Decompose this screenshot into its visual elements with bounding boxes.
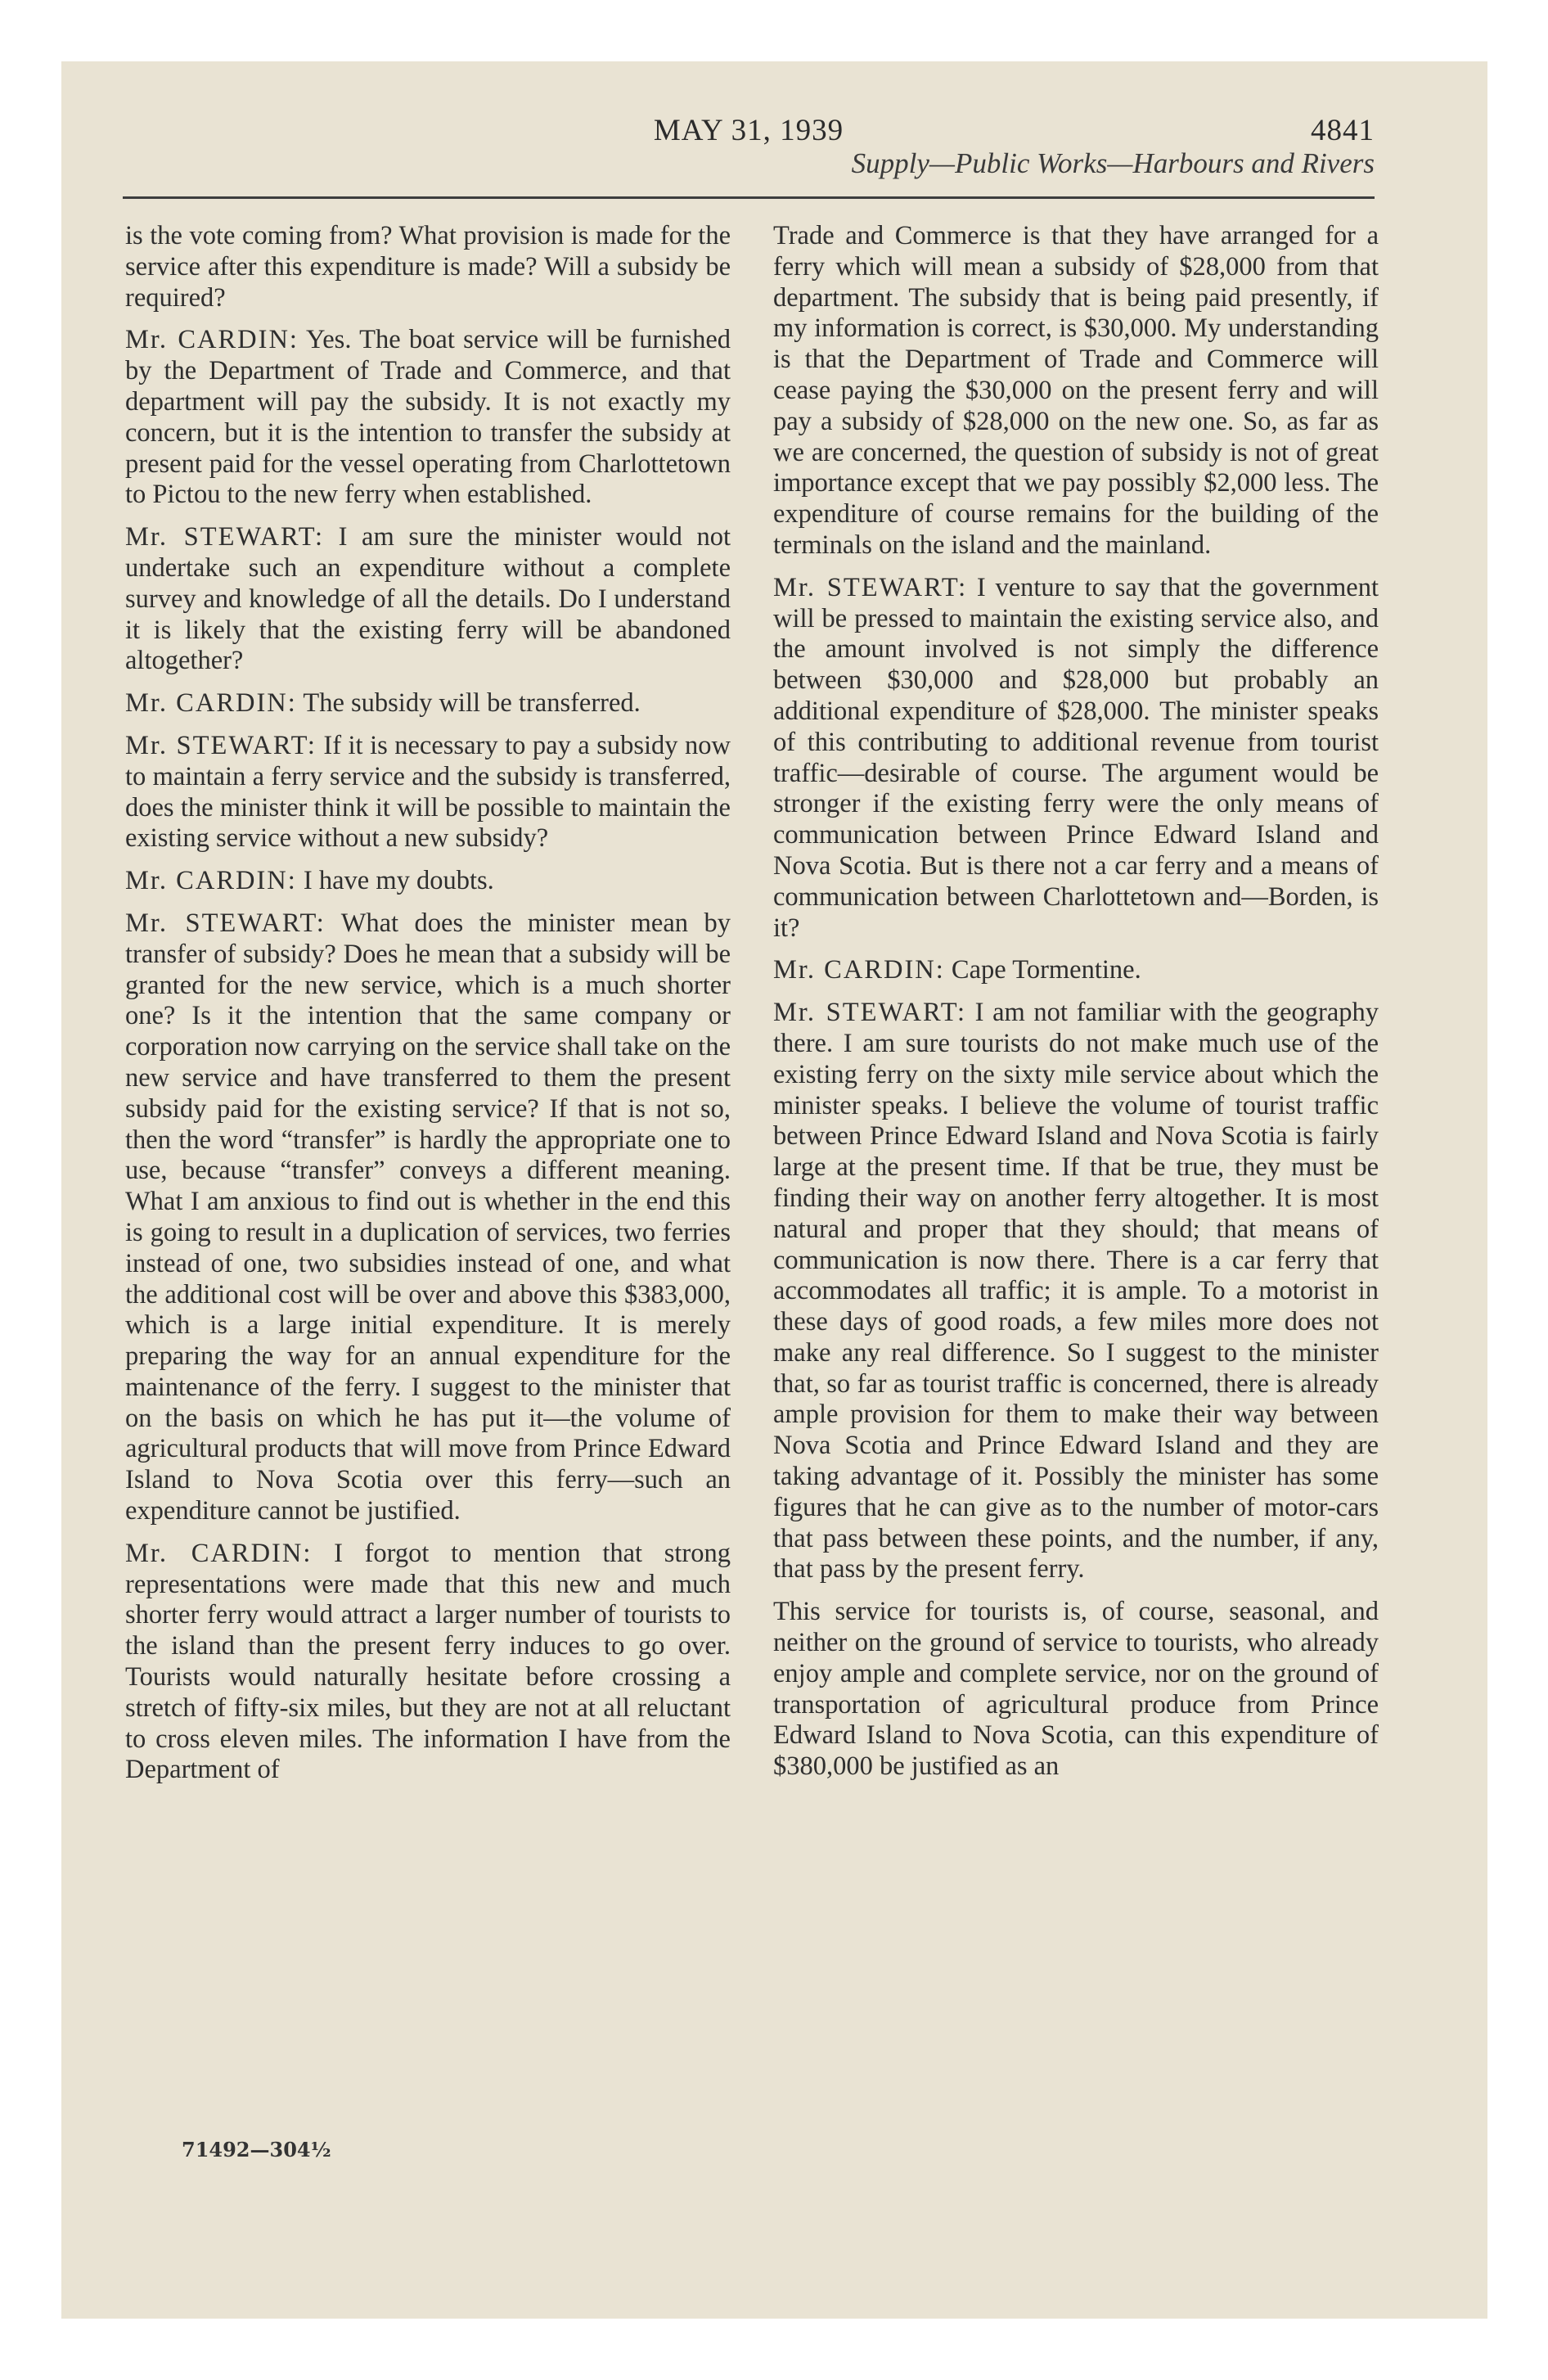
page-header (123, 113, 1375, 203)
paragraph-text: Trade and Commerce is that they have arranged for a ferry which will mean a subsidy of $28,000 from that department. The subsidy that is being paid presently, if my information is correct, is $30,000. My understanding is that the Department of Trade and Commerce will cease paying the $30,000 on the present ferry and will pay a subsidy of $28,000 on the new one. So, as far as we are concerned, the question of subsidy is not of great importance except that we pay possibly $2,000 less. The expenditure of course remains for the building of the terminals on the island and the mainland. (773, 221, 1379, 560)
speaker-name: Mr. STEWART: (125, 730, 317, 760)
paragraph-text: I venture to say that the government will be pressed to maintain the existing service also, and the amount involved is not simply the difference between $30,000 and $28,000 but probably an additional expenditure of $28,000. The minister speaks of this contributing to additional revenue from tourist traffic—desirable of course. The argument would be stronger if the existing ferry were the only means of communication between Prince Edward Island and Nova Scotia. But is there not a car ferry and a means of communication between Charlottetown and—Borden, is it? (773, 572, 1379, 943)
paragraph-text: is the vote coming from? What provision is made for the service after this expenditure is made? Will a subsidy be required? (125, 221, 731, 313)
paragraph-text: The subsidy will be transferred. (303, 688, 641, 719)
paragraph (125, 866, 731, 897)
paragraph-text: Cape Tormentine. (951, 955, 1141, 985)
paragraph (773, 573, 1379, 944)
header-rule (123, 196, 1375, 199)
header-subtitle: Supply—Public Works—Harbours and Rivers (851, 147, 1375, 179)
paragraph (125, 731, 731, 854)
speaker-name: Mr. CARDIN: (125, 688, 297, 719)
speaker-name: Mr. CARDIN: (125, 866, 297, 896)
footnote-print-code: 71492—304½ (182, 2138, 331, 2161)
right-column (773, 221, 1379, 1794)
paragraph-text: What does the minister mean by transfer of subsidy? Does he mean that a subsidy will be granted for the new service, which is a much shorter one? Is it the intention that the same company or corporation now carrying on the service shall take on the new service and have transferred to them the present subsidy paid for the existing service? If that is not so, then the word “transfer” is hardly the appropriate one to use, because “transfer” conveys a different meaning. What I am anxious to find out is whether in the end this is going to result in a duplication of services, two ferries instead of one, two subsidies instead of one, and what the additional cost will be over and above this $383,000, which is a large initial expenditure. It is merely preparing the way for an annual expenditure for the maintenance of the ferry. I suggest to the minister that on the basis on which he has put it—the volume of agricultural products that will move from Prince Edward Island to Nova Scotia over this ferry—such an expenditure cannot be justified. (125, 908, 731, 1526)
paragraph (125, 522, 731, 677)
speaker-name: Mr. STEWART: (773, 572, 968, 602)
paragraph-text: I forgot to mention that strong representations were made that this new and much shorter ferry would attract a larger number of tourists to the island than the present ferry induces to go over. Tourists would naturally hesitate before crossing a stretch of fifty-six miles, but they are not at all reluctant to cross eleven miles. The information I have from the Department of (125, 1538, 731, 1785)
left-column (125, 221, 731, 1797)
paragraph-text: If it is necessary to pay a subsidy now to maintain a ferry service and the subsidy is transferred, does the minister think it will be possible to maintain the existing service without a new subsidy? (125, 730, 731, 854)
page-number: 4841 (1311, 114, 1375, 147)
paragraph-text: I am not familiar with the geography there. I am sure tourists do not make much use of the existing ferry on the sixty mile service about which the minister speaks. I believe the volume of tourist traffic between Prince Edward Island and Nova Scotia is fairly large at the present time. If that be true, they must be finding their way on another ferry altogether. It is most natural and proper that they should; that means of communication is now there. There is a car ferry that accommodates all traffic; it is ample. To a motorist in these days of good roads, a few miles more does not make any real difference. So I suggest to the minister that, so far as tourist traffic is concerned, there is already ample provision for them to make their way between Nova Scotia and Prince Edward Island and they are taking advantage of it. Possibly the minister has some figures that he can give as to the number of motor-cars that pass between these points, and the number, if any, that pass by the present ferry. (773, 998, 1379, 1584)
speaker-name: Mr. STEWART: (773, 998, 966, 1028)
paragraph-text: This service for tourists is, of course, seasonal, and neither on the ground of service to tourists, who already enjoy ample and complete service, nor on the ground of transportation of agricultural produce from Prince Edward Island to Nova Scotia, can this expenditure of $380,000 be justified as an (773, 1597, 1379, 1782)
paragraph (125, 908, 731, 1527)
paragraph (125, 221, 731, 313)
paragraph (773, 955, 1379, 986)
paragraph-text: I have my doubts. (303, 866, 494, 896)
header-date: MAY 31, 1939 (653, 114, 844, 147)
speaker-name: Mr. STEWART: (125, 908, 326, 938)
speaker-name: Mr. CARDIN: (125, 1538, 313, 1568)
speaker-name: Mr. CARDIN: (773, 955, 945, 985)
paragraph-text: Yes. The boat service will be furnished by the Department of Trade and Commerce, and that department will pay the subsidy. It is not exactly my concern, but it is the intention to transfer the subsidy at present paid for the vessel operating from Charlottetown to Pictou to the new ferry when established. (125, 325, 731, 510)
paragraph (125, 325, 731, 511)
speaker-name: Mr. CARDIN: (125, 325, 299, 355)
paragraph (125, 1539, 731, 1786)
paragraph (125, 688, 731, 719)
paragraph (773, 998, 1379, 1585)
paragraph (773, 221, 1379, 561)
speaker-name: Mr. STEWART: (125, 522, 324, 552)
paragraph (773, 1597, 1379, 1783)
paragraph-text: I am sure the minister would not undertake such an expenditure without a complete survey and knowledge of all the details. Do I understand it is likely that the existing ferry will be abandoned altogether? (125, 522, 731, 676)
